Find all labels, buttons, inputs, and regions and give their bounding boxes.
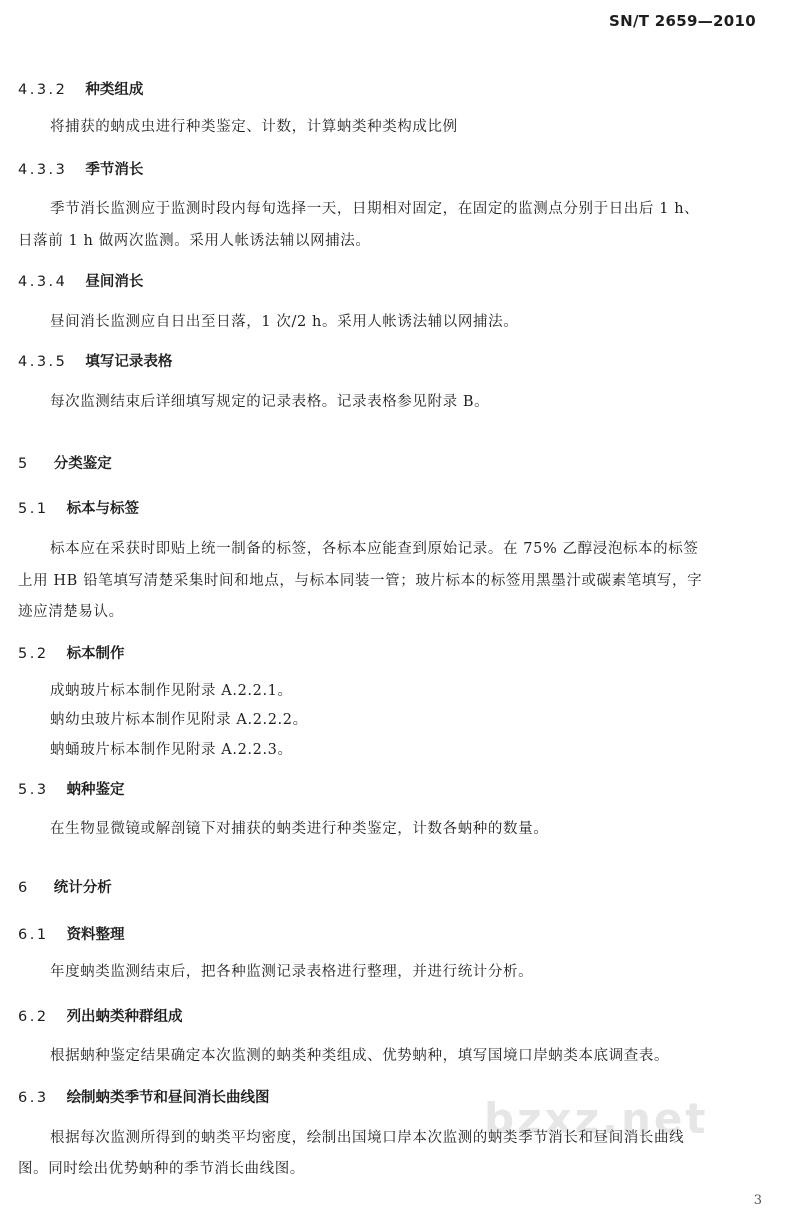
paragraph-line: 标本应在采获时即贴上统一制备的标签，各标本应能查到原始记录。在 75% 乙醇浸泡标本的标签 — [50, 541, 699, 557]
section-title: 标本制作 — [66, 646, 125, 662]
section-title: 季节消长 — [85, 162, 144, 178]
page-number: 3 — [753, 1193, 762, 1208]
heading-4-3-2 — [18, 78, 143, 99]
paragraph: 昼间消长监测应自日出至日落，1 次/2 h。采用人帐诱法辅以网捕法。 — [50, 314, 519, 330]
heading-5 — [18, 452, 112, 473]
section-number: 6.2 — [18, 1009, 49, 1025]
paragraph-line: 图。同时绘出优势蚋种的季节消长曲线图。 — [18, 1161, 305, 1177]
heading-5-1 — [18, 497, 139, 518]
paragraph: 每次监测结束后详细填写规定的记录表格。记录表格参见附录 B。 — [50, 394, 490, 410]
section-number: 4.3.2 — [18, 82, 68, 98]
paragraph: 将捕获的蚋成虫进行种类鉴定、计数，计算蚋类种类构成比例 — [50, 119, 458, 135]
section-title: 列出蚋类种群组成 — [66, 1009, 183, 1025]
section-number: 5.2 — [18, 646, 49, 662]
heading-4-3-3 — [18, 158, 143, 179]
section-number: 4.3.5 — [18, 354, 68, 370]
list-item: 蚋蛹玻片标本制作见附录 A.2.2.3。 — [50, 742, 293, 758]
paragraph-line: 上用 HB 铅笔填写清楚采集时间和地点，与标本同装一管；玻片标本的标签用黑墨汁或碳素笔填写，字 — [18, 573, 703, 589]
document-code: SN/T 2659—2010 — [609, 12, 756, 30]
paragraph: 年度蚋类监测结束后，把各种监测记录表格进行整理，并进行统计分析。 — [50, 964, 534, 980]
heading-4-3-4 — [18, 270, 143, 291]
section-title: 种类组成 — [85, 82, 144, 98]
paragraph-line: 根据每次监测所得到的蚋类平均密度，绘制出国境口岸本次监测的蚋类季节消长和昼间消长曲线 — [50, 1130, 685, 1146]
heading-6-2 — [18, 1005, 183, 1026]
section-number: 4.3.3 — [18, 162, 68, 178]
heading-4-3-5 — [18, 350, 172, 371]
list-item: 成蚋玻片标本制作见附录 A.2.2.1。 — [50, 683, 293, 699]
heading-6-3 — [18, 1086, 270, 1107]
paragraph-line: 日落前 1 h 做两次监测。采用人帐诱法辅以网捕法。 — [18, 233, 371, 249]
heading-6 — [18, 876, 112, 897]
section-title: 分类鉴定 — [53, 456, 112, 472]
section-number: 6 — [18, 880, 30, 896]
section-number: 5.3 — [18, 782, 49, 798]
section-title: 资料整理 — [66, 927, 125, 943]
section-title: 统计分析 — [53, 880, 112, 896]
paragraph: 在生物显微镜或解剖镜下对捕获的蚋类进行种类鉴定，计数各蚋种的数量。 — [50, 821, 549, 837]
list-item: 蚋幼虫玻片标本制作见附录 A.2.2.2。 — [50, 712, 308, 728]
heading-5-3 — [18, 778, 125, 799]
section-number: 6.1 — [18, 927, 49, 943]
section-number: 6.3 — [18, 1090, 49, 1106]
section-title: 蚋种鉴定 — [66, 782, 125, 798]
section-number: 5.1 — [18, 501, 49, 517]
heading-6-1 — [18, 923, 125, 944]
paragraph-line: 季节消长监测应于监测时段内每旬选择一天，日期相对固定，在固定的监测点分别于日出后 1 h、 — [50, 201, 700, 217]
heading-5-2 — [18, 642, 125, 663]
section-title: 绘制蚋类季节和昼间消长曲线图 — [66, 1090, 270, 1106]
section-title: 标本与标签 — [66, 501, 140, 517]
section-title: 填写记录表格 — [85, 354, 173, 370]
section-number: 5 — [18, 456, 30, 472]
paragraph: 根据蚋种鉴定结果确定本次监测的蚋类种类组成、优势蚋种，填写国境口岸蚋类本底调查表。 — [50, 1048, 670, 1064]
paragraph-line: 迹应清楚易认。 — [18, 604, 124, 620]
section-title: 昼间消长 — [85, 274, 144, 290]
watermark: bzxz.net — [484, 1094, 709, 1143]
section-number: 4.3.4 — [18, 274, 68, 290]
